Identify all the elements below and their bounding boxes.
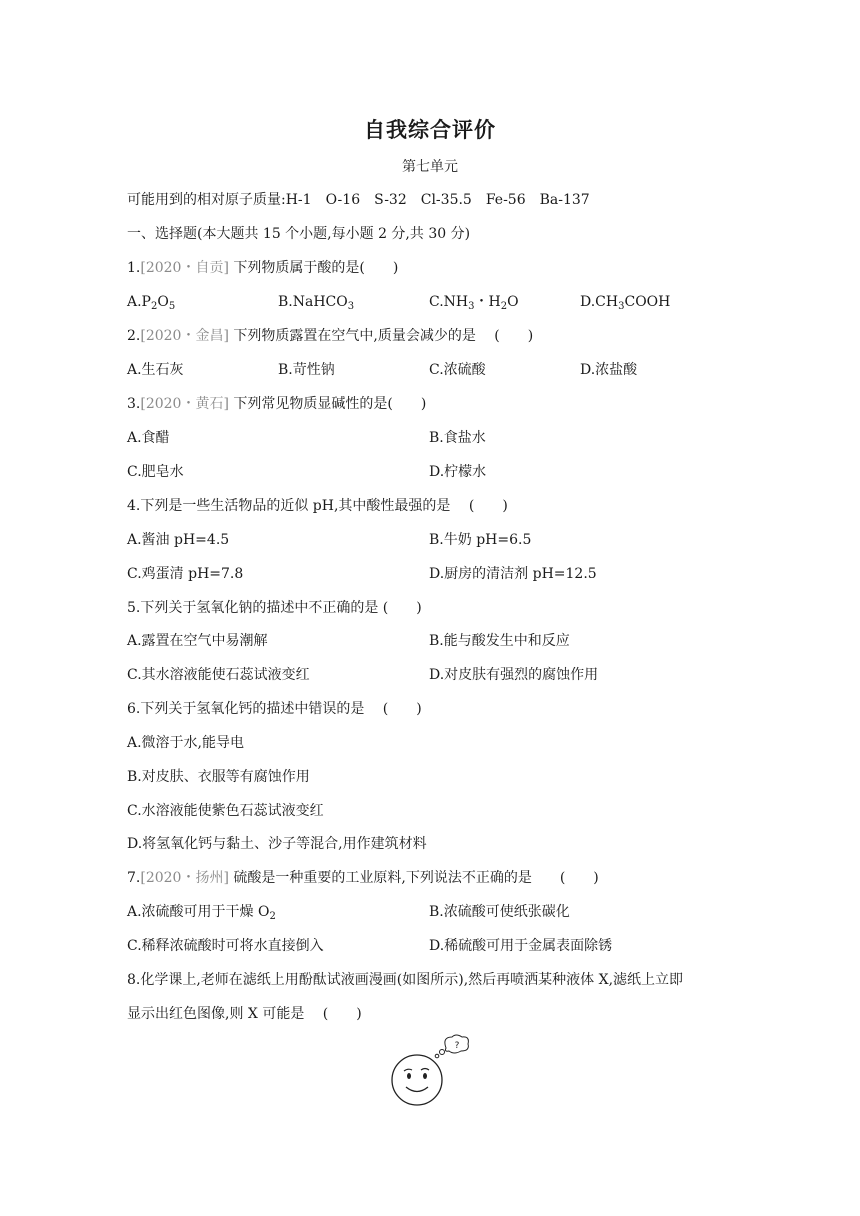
question-7-option-b: B.浓硫酸可使纸张碳化 xyxy=(429,904,570,920)
face-outline xyxy=(392,1055,442,1105)
question-number: 3. xyxy=(127,396,141,412)
question-text: 硫酸是一种重要的工业原料,下列说法不正确的是 ( ) xyxy=(228,870,599,886)
question-6-stem: 6.下列关于氢氧化钙的描述中错误的是 ( ) xyxy=(127,701,422,717)
right-eye xyxy=(423,1073,427,1079)
question-7-option-c: C.稀释浓硫酸时可将水直接倒入 xyxy=(127,938,324,954)
unit-subtitle: 第七单元 xyxy=(402,159,458,175)
thought-dot-small xyxy=(435,1054,439,1058)
question-5-option-d: D.对皮肤有强烈的腐蚀作用 xyxy=(429,667,599,683)
question-2-stem xyxy=(127,326,533,346)
question-3-option-c: C.肥皂水 xyxy=(127,464,184,480)
question-2-option-b: B.苛性钠 xyxy=(278,362,335,378)
question-7-option-a: A.浓硫酸可用于干燥 $O_2$ xyxy=(127,904,276,922)
question-3-option-b: B.食盐水 xyxy=(429,430,486,446)
left-eyebrow xyxy=(404,1069,412,1071)
question-1-option-c: $C.NH_3$・$H_2O$ xyxy=(429,294,519,312)
thought-question-mark: ? xyxy=(454,1041,460,1051)
question-3-stem xyxy=(127,394,426,414)
left-eye xyxy=(407,1073,411,1079)
question-5-option-b: B.能与酸发生中和反应 xyxy=(429,633,570,649)
question-1-option-a: $A.P_2O_5$ xyxy=(127,294,176,312)
question-4-option-c: C.鸡蛋清 pH=7.8 xyxy=(127,566,244,582)
question-4-option-d: D.厨房的清洁剂 pH=12.5 xyxy=(429,566,597,582)
question-text: 下列物质露置在空气中,质量会减少的是 ( ) xyxy=(228,328,534,344)
smile-mouth xyxy=(406,1087,428,1092)
question-7-option-d: D.稀硫酸可用于金属表面除锈 xyxy=(429,938,613,954)
question-6-option-b: B.对皮肤、衣服等有腐蚀作用 xyxy=(127,769,310,785)
question-number: 1. xyxy=(127,260,141,276)
question-1-option-b: B.NaHCO$_3$ xyxy=(278,294,355,312)
question-8-stem-line-1: 8.化学课上,老师在滤纸上用酚酞试液画漫画(如图所示),然后再喷洒某种液体 X,滤纸上立即 xyxy=(127,972,684,988)
question-2-option-d: D.浓盐酸 xyxy=(580,362,638,378)
question-7-stem xyxy=(127,868,599,888)
atomic-masses: 可能用到的相对原子质量:H-1 O-16 S-32 Cl-35.5 Fe-56 Ba-137 xyxy=(127,192,590,208)
question-5-option-a: A.露置在空气中易潮解 xyxy=(127,633,268,649)
question-4-option-a: A.酱油 pH=4.5 xyxy=(127,532,230,548)
question-3-option-d: D.柠檬水 xyxy=(429,464,487,480)
question-1-stem xyxy=(127,258,398,278)
question-text: 下列物质属于酸的是( ) xyxy=(228,260,399,276)
page-title: 自我综合评价 xyxy=(364,118,496,142)
thought-dot-medium xyxy=(440,1050,445,1055)
source-tag: [2020・金昌] xyxy=(140,328,229,344)
question-6-option-a: A.微溶于水,能导电 xyxy=(127,735,245,751)
source-tag: [2020・自贡] xyxy=(140,260,229,276)
question-5-stem: 5.下列关于氢氧化钠的描述中不正确的是 ( ) xyxy=(127,600,422,616)
question-4-option-b: B.牛奶 pH=6.5 xyxy=(429,532,532,548)
question-number: 7. xyxy=(127,870,141,886)
section-heading: 一、选择题(本大题共 15 个小题,每小题 2 分,共 30 分) xyxy=(127,226,471,242)
question-text: 下列常见物质显碱性的是( ) xyxy=(228,396,427,412)
question-2-option-c: C.浓硫酸 xyxy=(429,362,486,378)
question-6-option-d: D.将氢氧化钙与黏土、沙子等混合,用作建筑材料 xyxy=(127,836,427,852)
question-5-option-c: C.其水溶液能使石蕊试液变红 xyxy=(127,667,310,683)
question-1-option-d: $D.CH_3COOH$ xyxy=(580,294,671,312)
question-3-option-a: A.食醋 xyxy=(127,430,170,446)
question-number: 2. xyxy=(127,328,141,344)
question-8-stem-line-2: 显示出红色图像,则 X 可能是 ( ) xyxy=(127,1006,362,1022)
source-tag: [2020・扬州] xyxy=(140,870,229,886)
question-6-option-c: C.水溶液能使紫色石蕊试液变红 xyxy=(127,803,324,819)
question-2-option-a: A.生石灰 xyxy=(127,362,184,378)
source-tag: [2020・黄石] xyxy=(140,396,229,412)
right-eyebrow xyxy=(421,1069,429,1071)
smiley-face-figure xyxy=(388,1034,478,1114)
question-4-stem: 4.下列是一些生活物品的近似 pH,其中酸性最强的是 ( ) xyxy=(127,498,508,514)
